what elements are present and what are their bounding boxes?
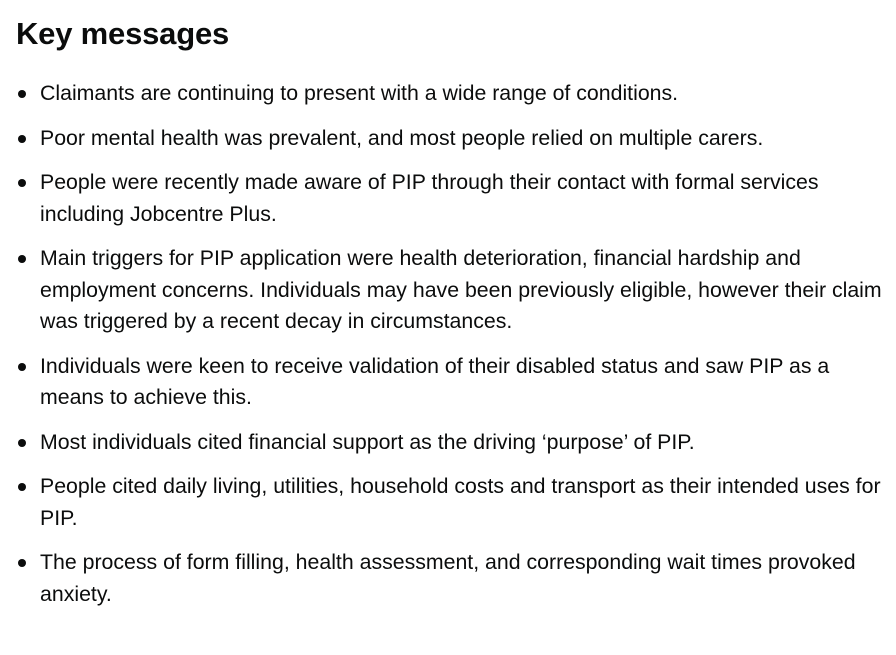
list-item-text: Individuals were keen to receive validation of their disabled status and saw PIP as a means to achieve this. [40, 353, 830, 409]
list-item-text: Most individuals cited financial support as the driving ‘purpose’ of PIP. [40, 429, 695, 454]
list-item [16, 123, 885, 155]
list-item-text: People cited daily living, utilities, household costs and transport as their intended uses for PIP. [40, 474, 881, 530]
list-item-text: Poor mental health was prevalent, and most people relied on multiple carers. [40, 125, 764, 150]
list-item-text: The process of form filling, health assessment, and corresponding wait times provoked anxiety. [40, 550, 856, 606]
list-item [16, 471, 885, 534]
list-item [16, 167, 885, 230]
list-item-text: People were recently made aware of PIP through their contact with formal services including Jobcentre Plus. [40, 170, 819, 226]
bullet-icon [18, 255, 26, 263]
bullet-icon [18, 483, 26, 491]
bullet-icon [18, 559, 26, 567]
section-heading: Key messages [16, 16, 230, 51]
list-item [16, 427, 885, 459]
bullet-icon [18, 363, 26, 371]
bullet-icon [18, 135, 26, 143]
list-item [16, 547, 885, 610]
list-item-text: Main triggers for PIP application were health deterioration, financial hardship and employment concerns. Individuals may have been previously eligible, however their claim was triggered by a recent decay in circumstances. [40, 246, 882, 333]
bullet-icon [18, 90, 26, 98]
list-item [16, 78, 885, 110]
key-messages-list [16, 78, 896, 610]
list-item-text: Claimants are continuing to present with a wide range of conditions. [40, 81, 679, 105]
list-item [16, 243, 885, 338]
bullet-icon [18, 179, 26, 187]
list-item [16, 351, 885, 414]
bullet-icon [18, 439, 26, 447]
